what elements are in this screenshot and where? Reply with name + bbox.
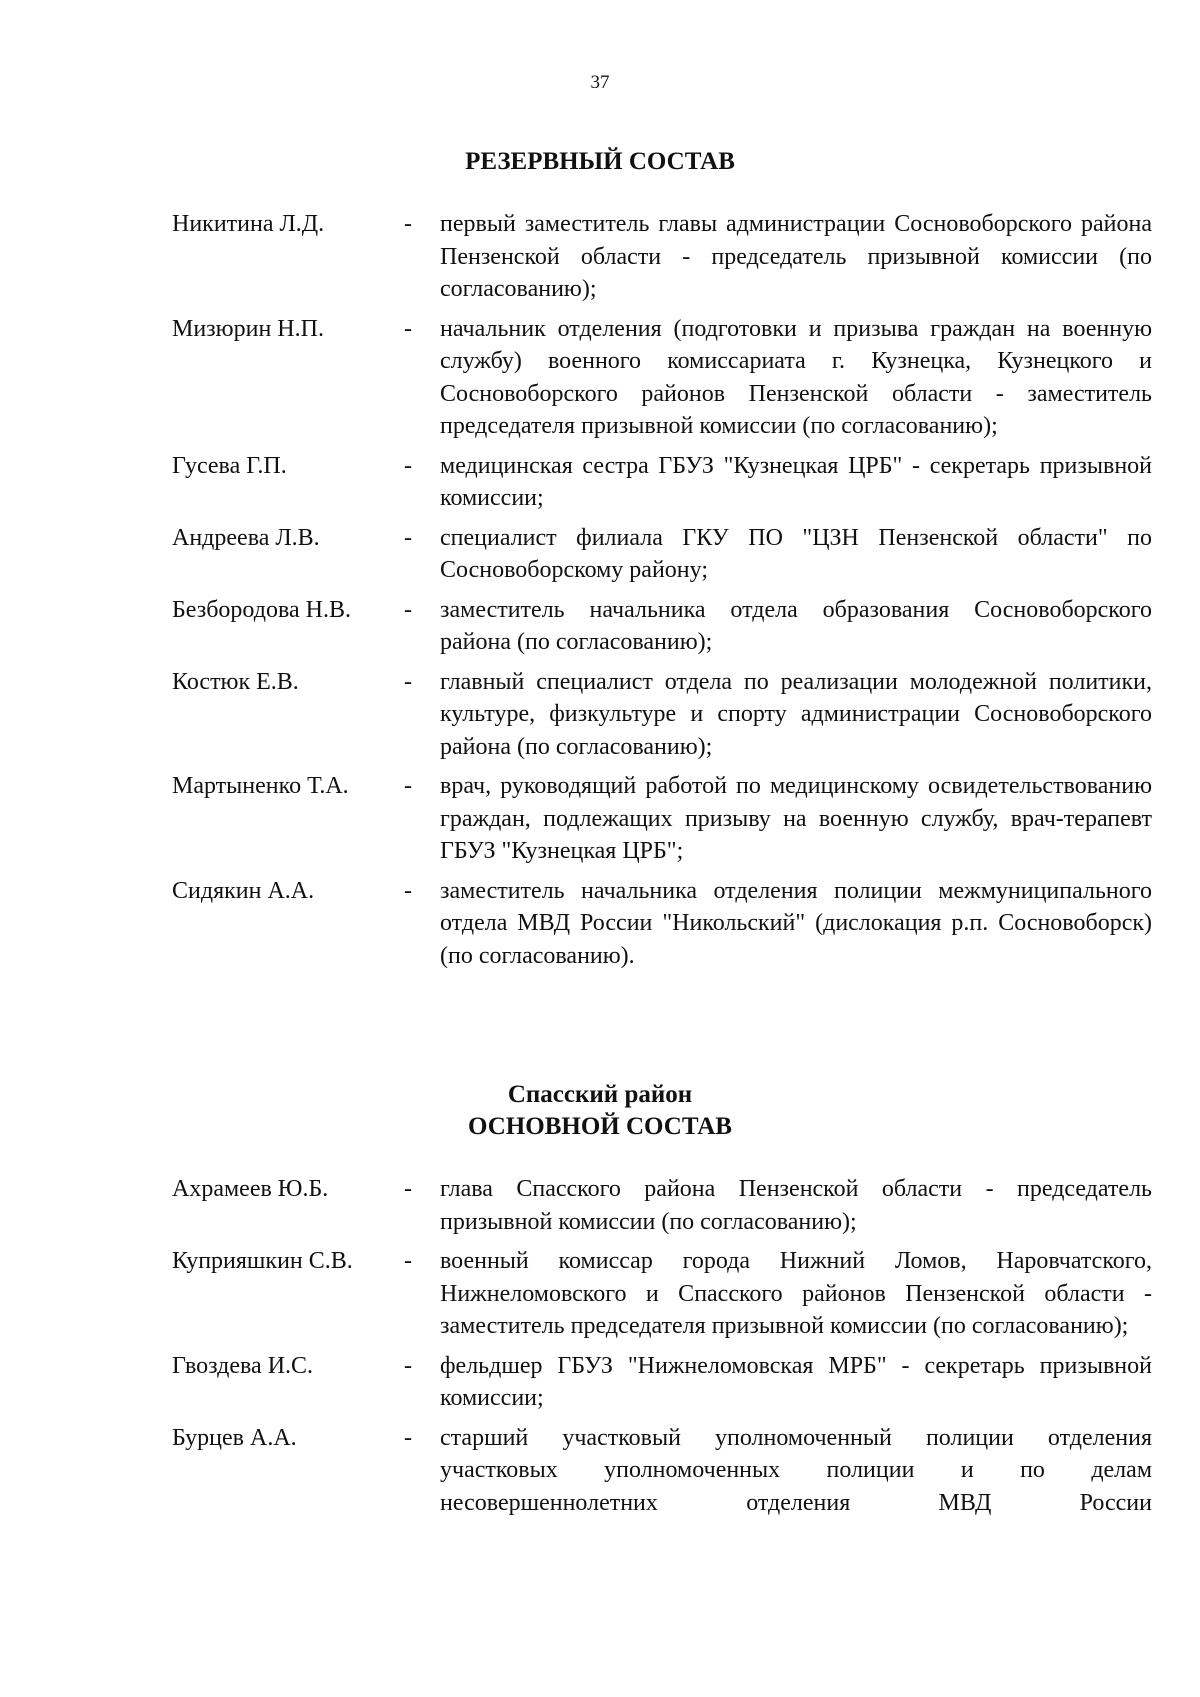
member-role: первый заместитель главы администрации Сосновоборского района Пензенской области - председатель призывной комиссии (по согласованию); bbox=[440, 211, 1152, 302]
main-heading: ОСНОВНОЙ СОСТАВ bbox=[468, 1113, 732, 1140]
member-dash: - bbox=[404, 1352, 412, 1379]
member-row bbox=[172, 208, 1152, 306]
member-name: Гвоздева И.С. bbox=[172, 1352, 314, 1379]
member-name: Сидякин А.А. bbox=[172, 877, 315, 904]
member-name: Андреева Л.В. bbox=[172, 524, 320, 551]
member-row bbox=[172, 450, 1152, 515]
member-role: врач, руководящий работой по медицинскому освидетельствованию граждан, подлежащих призыву на военную службу, врач-терапевт ГБУЗ "Кузнецкая ЦРБ"; bbox=[440, 773, 1152, 864]
member-role: медицинская сестра ГБУЗ "Кузнецкая ЦРБ" - секретарь призывной комиссии; bbox=[440, 452, 1152, 511]
member-name: Ахрамеев Ю.Б. bbox=[172, 1176, 329, 1202]
member-name: Бурцев А.А. bbox=[172, 1424, 297, 1451]
member-row bbox=[172, 522, 1152, 587]
member-dash: - bbox=[404, 452, 412, 479]
member-row bbox=[172, 770, 1152, 868]
member-name: Костюк Е.В. bbox=[172, 668, 299, 695]
member-role: главный специалист отдела по реализации молодежной политики, культуре, физкультуре и спорту администрации Сосновоборского района (по согласованию); bbox=[440, 668, 1152, 760]
member-role: начальник отделения (подготовки и призыва граждан на военную службу) военного комиссариата г. Кузнецка, Кузнецкого и Сосновоборского районов Пензенской области - заместитель председателя призывной комиссии (по согласованию); bbox=[440, 315, 1152, 439]
member-dash: - bbox=[404, 1424, 412, 1451]
member-dash: - bbox=[404, 773, 412, 799]
member-dash: - bbox=[404, 668, 412, 695]
member-row bbox=[172, 1245, 1152, 1343]
reserve-heading: РЕЗЕРВНЫЙ СОСТАВ bbox=[465, 148, 735, 175]
member-dash: - bbox=[404, 315, 412, 342]
reserve-member-list bbox=[172, 208, 1152, 972]
member-row bbox=[172, 875, 1152, 973]
main-member-list bbox=[172, 1173, 1152, 1519]
member-role: старший участковый уполномоченный полиции отделения участковых уполномоченных полиции и по делам несовершеннолетних отделения МВД России bbox=[440, 1424, 1152, 1516]
member-name: Никитина Л.Д. bbox=[172, 211, 325, 237]
member-dash: - bbox=[404, 1176, 412, 1202]
member-name: Мизюрин Н.П. bbox=[172, 315, 324, 342]
member-name: Безбородова Н.В. bbox=[172, 596, 351, 623]
member-dash: - bbox=[404, 211, 412, 237]
district-heading: Спасский район bbox=[507, 1081, 693, 1108]
member-role: специалист филиала ГКУ ПО "ЦЗН Пензенской области" по Сосновоборскому району; bbox=[440, 524, 1152, 583]
member-role: глава Спасского района Пензенской области - председатель призывной комиссии (по согласованию); bbox=[440, 1176, 1152, 1235]
member-role: военный комиссар города Нижний Ломов, Наровчатского, Нижнеломовского и Спасского районов Пензенской области - заместитель председателя призывной комиссии (по согласованию); bbox=[440, 1248, 1152, 1339]
member-row bbox=[172, 313, 1152, 443]
member-name: Гусева Г.П. bbox=[172, 452, 287, 479]
member-dash: - bbox=[404, 877, 412, 904]
member-row bbox=[172, 594, 1152, 659]
member-row bbox=[172, 1173, 1152, 1238]
member-dash: - bbox=[404, 1248, 412, 1274]
member-name: Мартыненко Т.А. bbox=[172, 773, 349, 799]
page-number: 37 bbox=[590, 72, 610, 93]
member-dash: - bbox=[404, 524, 412, 551]
member-role: фельдшер ГБУЗ "Нижнеломовская МРБ" - секретарь призывной комиссии; bbox=[440, 1352, 1152, 1411]
member-dash: - bbox=[404, 596, 412, 623]
member-row bbox=[172, 1350, 1152, 1415]
member-role: заместитель начальника отдела образования Сосновоборского района (по согласованию); bbox=[440, 596, 1152, 655]
member-role: заместитель начальника отделения полиции межмуниципального отдела МВД России "Никольский" (дислокация р.п. Сосновоборск) (по согласованию). bbox=[440, 877, 1152, 969]
member-name: Куприяшкин С.В. bbox=[172, 1248, 353, 1274]
member-row bbox=[172, 1422, 1152, 1520]
member-row bbox=[172, 666, 1152, 764]
